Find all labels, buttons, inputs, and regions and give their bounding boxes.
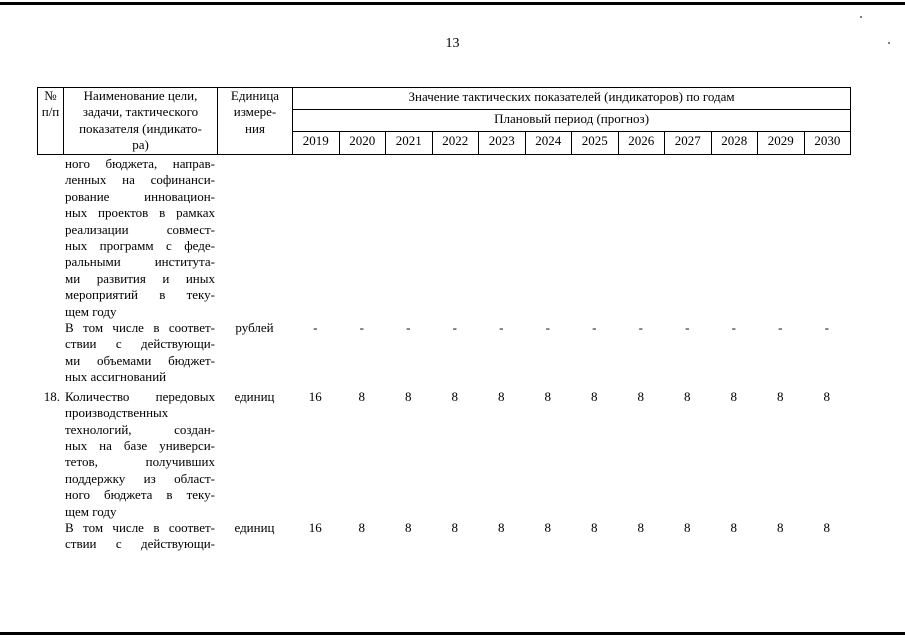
header-unit-line: ния	[245, 120, 265, 136]
row-name-line: рование инновацион-	[65, 188, 215, 204]
value-cell: 8	[637, 519, 644, 535]
value-cell: 8	[684, 519, 691, 535]
value-cell: 8	[451, 519, 458, 535]
row-name-line: В том числе в соответ-	[65, 320, 215, 336]
value-cell: 8	[358, 388, 365, 404]
row-number: 18.	[43, 388, 60, 404]
row-name	[63, 320, 217, 386]
value-cell: 16	[308, 519, 322, 535]
indicator-table-header	[37, 87, 851, 155]
header-year: 2022	[432, 132, 479, 154]
value-cell: -	[313, 320, 318, 336]
row-name-line: щем году	[65, 503, 117, 519]
value-cell: 16	[308, 388, 322, 404]
row-values	[292, 320, 850, 336]
row-name-line: ствии с действующи-	[65, 536, 215, 552]
row-name-line: ных проектов в рамках	[65, 205, 215, 221]
header-unit-line: измере-	[233, 104, 277, 120]
header-sub-title: Плановый период (прогноз)	[293, 110, 851, 132]
row-name-line: Количество передовых	[65, 388, 215, 404]
table-row	[37, 520, 850, 553]
header-number-line: п/п	[41, 104, 60, 120]
value-cell: 8	[730, 388, 737, 404]
row-name-line: ных ассигнований	[65, 369, 167, 385]
value-cell: -	[452, 320, 457, 336]
bottom-rule	[0, 632, 905, 635]
table-body	[37, 156, 850, 553]
value-cell: -	[824, 320, 829, 336]
value-cell: 8	[405, 388, 412, 404]
value-cell: -	[685, 320, 690, 336]
row-name-line: технологий, создан-	[65, 421, 215, 437]
row-name-line: мероприятий в теку-	[65, 287, 215, 303]
row-name	[63, 389, 217, 520]
row-name-line: ми объемами бюджет-	[65, 352, 215, 368]
value-cell: 8	[777, 519, 784, 535]
row-name-line: ного бюджета в теку-	[65, 487, 215, 503]
table-row	[37, 156, 850, 320]
header-year: 2020	[339, 132, 386, 154]
value-cell: 8	[730, 519, 737, 535]
header-year: 2028	[711, 132, 758, 154]
value-cell: 8	[451, 388, 458, 404]
header-year: 2026	[618, 132, 665, 154]
top-rule	[0, 2, 905, 5]
row-name-line: ленных на софинанси-	[65, 172, 215, 188]
header-year: 2029	[758, 132, 805, 154]
header-name-line: задачи, тактического	[82, 104, 199, 120]
row-name-line: тетов, получивших	[65, 454, 215, 470]
row-name-line: ных на базе универси-	[65, 437, 215, 453]
value-cell: -	[592, 320, 597, 336]
row-unit: единиц	[234, 519, 275, 535]
row-values	[292, 389, 850, 405]
table-row	[37, 389, 850, 520]
row-name-line: ствии с действующи-	[65, 336, 215, 352]
header-name-line: показателя (индикато-	[79, 120, 202, 136]
row-name-line: производственных	[65, 405, 169, 421]
value-cell: 8	[777, 388, 784, 404]
value-cell: 8	[637, 388, 644, 404]
header-year: 2027	[665, 132, 712, 154]
row-name-line: ного бюджета, направ-	[65, 156, 215, 171]
value-cell: -	[545, 320, 550, 336]
table-row	[37, 320, 850, 386]
value-cell: -	[638, 320, 643, 336]
row-name-line: реализации совмест-	[65, 221, 215, 237]
row-name-line: В том числе в соответ-	[65, 519, 215, 535]
value-cell: -	[359, 320, 364, 336]
value-cell: 8	[684, 388, 691, 404]
value-cell: -	[406, 320, 411, 336]
scan-speck	[888, 42, 890, 44]
value-cell: -	[731, 320, 736, 336]
header-cell-name	[64, 88, 218, 155]
header-cell-unit	[218, 88, 293, 155]
header-year: 2023	[479, 132, 526, 154]
header-year: 2024	[525, 132, 572, 154]
header-year: 2025	[572, 132, 619, 154]
row-name-line: ных программ с феде-	[65, 238, 215, 254]
row-name	[63, 520, 217, 553]
header-cell-number	[38, 88, 64, 155]
header-number-line: №	[44, 88, 57, 103]
header-name-line: ра)	[132, 137, 149, 153]
value-cell: 8	[498, 388, 505, 404]
row-name-line: ральными института-	[65, 254, 215, 270]
row-name-line: щем году	[65, 303, 117, 319]
row-name-line: ми развития и иных	[65, 270, 215, 286]
row-name	[63, 156, 217, 320]
header-year: 2019	[293, 132, 340, 154]
row-values	[292, 520, 850, 536]
value-cell: 8	[591, 519, 598, 535]
header-year: 2030	[804, 132, 851, 154]
value-cell: -	[778, 320, 783, 336]
page-number: 13	[445, 36, 460, 51]
row-unit: рублей	[235, 320, 274, 336]
value-cell: 8	[591, 388, 598, 404]
value-cell: 8	[498, 519, 505, 535]
value-cell: 8	[358, 519, 365, 535]
header-name-line: Наименование цели,	[83, 88, 198, 103]
row-unit: единиц	[234, 388, 275, 404]
header-group-title: Значение тактических показателей (индикаторов) по годам	[293, 88, 851, 110]
header-year: 2021	[386, 132, 433, 154]
value-cell: -	[499, 320, 504, 336]
header-unit-line: Единица	[230, 88, 280, 103]
scan-speck	[860, 16, 862, 18]
value-cell: 8	[823, 519, 830, 535]
row-name-line: поддержку из област-	[65, 470, 215, 486]
value-cell: 8	[823, 388, 830, 404]
value-cell: 8	[405, 519, 412, 535]
value-cell: 8	[544, 519, 551, 535]
value-cell: 8	[544, 388, 551, 404]
